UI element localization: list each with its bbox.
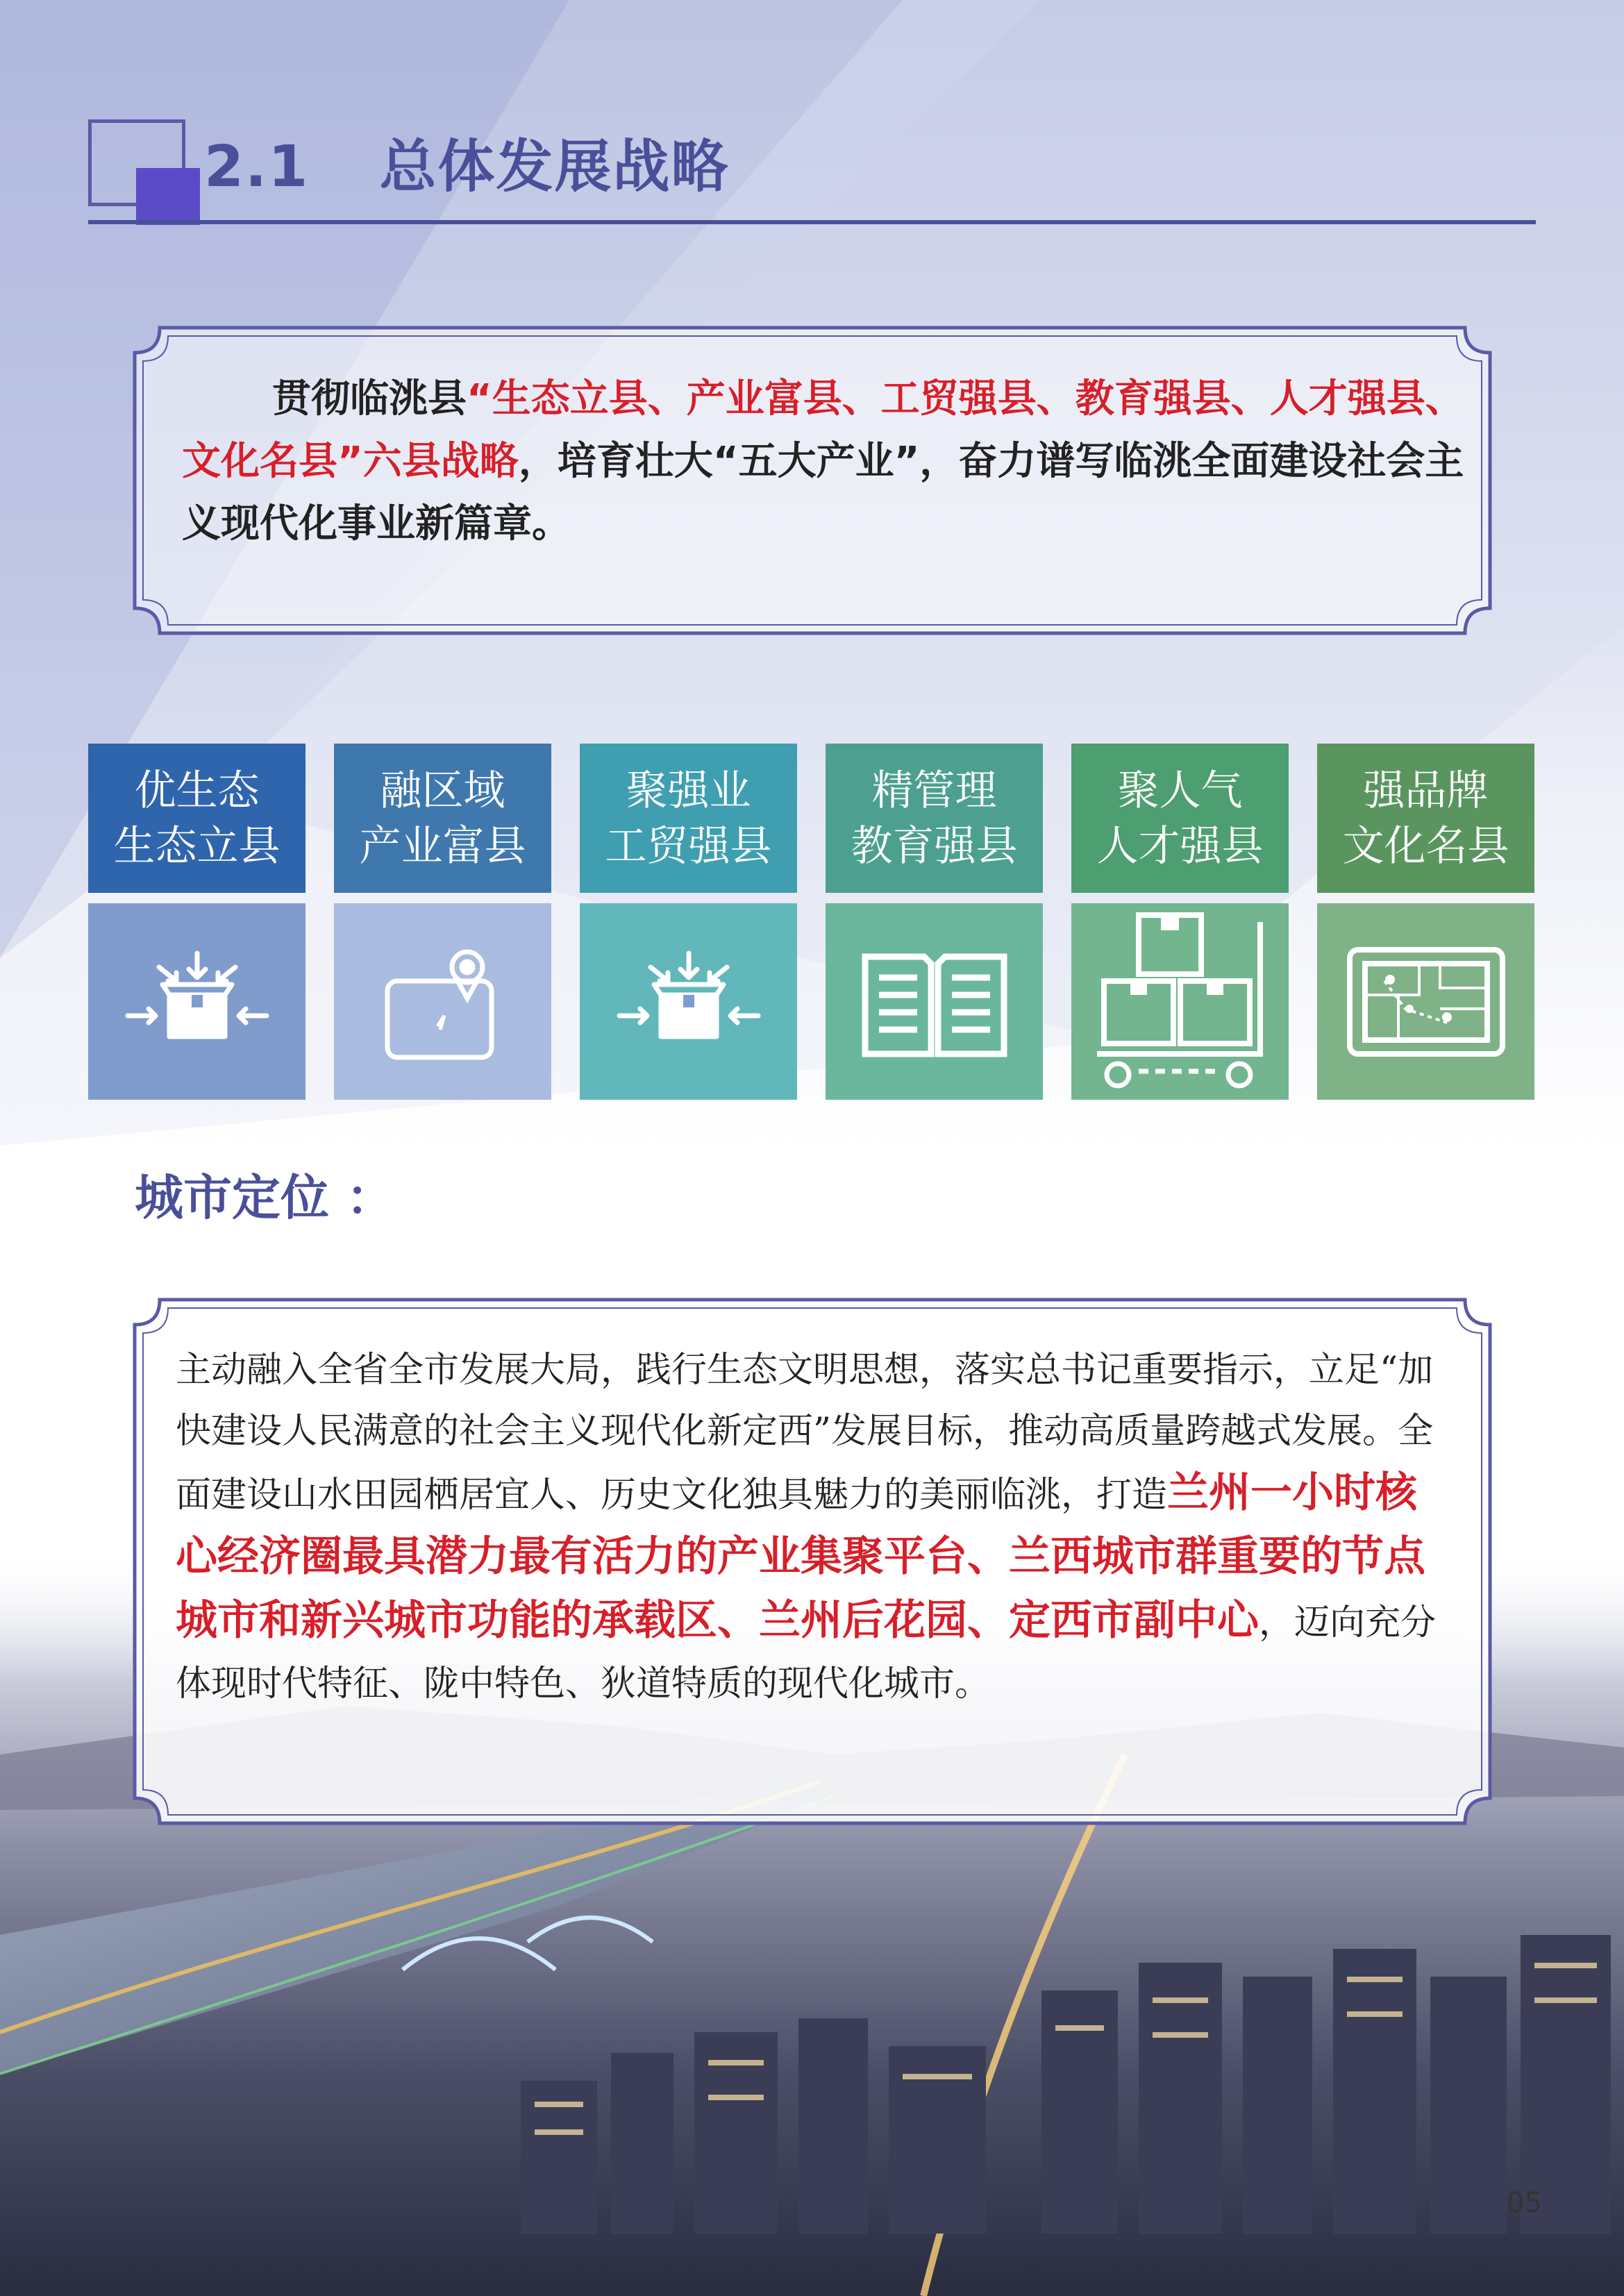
- tile-header: [88, 744, 305, 893]
- strategy-paragraph: [182, 368, 1466, 555]
- strategy-suffix: ，培育壮大“五大产业”，奋力谱写临洮全面建设社会主义现代化事业新篇章。: [182, 439, 1464, 546]
- city-intro: 主动融入全省全市发展大局，践行生态文明思想，落实总书记重要指示，立足“加快建设人民满意的社会主义现代化新定西”发展目标，推动高质量跨越式发展。全面建设山水田园栖居宜人、历史文化独具魅力的美丽临洮，打造: [176, 1350, 1434, 1516]
- strategy-tile: [88, 744, 305, 1100]
- tile-header: [826, 744, 1043, 893]
- box-inbound-icon: [88, 903, 305, 1100]
- title-underline: [88, 220, 1536, 224]
- city-positioning-title: 城市定位 ：: [135, 1169, 395, 1226]
- map-tablet-icon: [1317, 903, 1534, 1100]
- tile-header: [580, 744, 797, 893]
- section-number: 2.1: [204, 134, 310, 200]
- tile-line2: 工贸强县: [605, 821, 772, 871]
- box-inbound-icon: [580, 903, 797, 1100]
- city-positioning-paragraph: [176, 1340, 1453, 1715]
- strategy-tile: [334, 744, 551, 1100]
- tile-line2: 产业富县: [359, 821, 526, 871]
- cart-boxes-icon: [1071, 903, 1289, 1100]
- page-number: 05: [1507, 2187, 1542, 2219]
- tile-line2: 文化名县: [1342, 821, 1509, 871]
- section-title: [204, 134, 730, 200]
- city-outro: ，迈向充分体现时代特征、陇中特色、狄道特质的现代化城市。: [176, 1602, 1437, 1704]
- strategy-prefix: 贯彻临洮县: [272, 376, 467, 421]
- strategy-tile: [580, 744, 797, 1100]
- tile-line1: 强品牌: [1363, 766, 1489, 815]
- tablet-location-icon: [334, 903, 551, 1100]
- strategy-tile: [826, 744, 1043, 1100]
- tile-line2: 人才强县: [1096, 821, 1264, 871]
- section-title-text: 总体发展战略: [379, 134, 730, 200]
- tile-header: [334, 744, 551, 893]
- tile-line1: 聚强业: [626, 766, 751, 815]
- strategy-highlight: “生态立县、产业富县、工贸强县、教育强县、人才强县、文化名县”六县战略: [182, 376, 1464, 484]
- tile-line1: 聚人气: [1117, 766, 1243, 815]
- city-highlight: 兰州一小时核心经济圈最具潜力最有活力的产业集聚平台、兰西城市群重要的节点城市和新兴城市功能的承载区、兰州后花园、定西市副中心: [176, 1468, 1425, 1645]
- strategy-tile: [1071, 744, 1289, 1100]
- open-book-icon: [826, 903, 1043, 1100]
- tile-line1: 融区域: [380, 766, 505, 815]
- tile-header: [1317, 744, 1534, 893]
- tile-line1: 优生态: [134, 766, 260, 815]
- tile-line2: 生态立县: [113, 821, 281, 871]
- tile-line1: 精管理: [871, 766, 997, 815]
- tile-header: [1071, 744, 1289, 893]
- strategy-tile: [1317, 744, 1534, 1100]
- title-decoration-block: [136, 168, 200, 225]
- tile-line2: 教育强县: [851, 821, 1018, 871]
